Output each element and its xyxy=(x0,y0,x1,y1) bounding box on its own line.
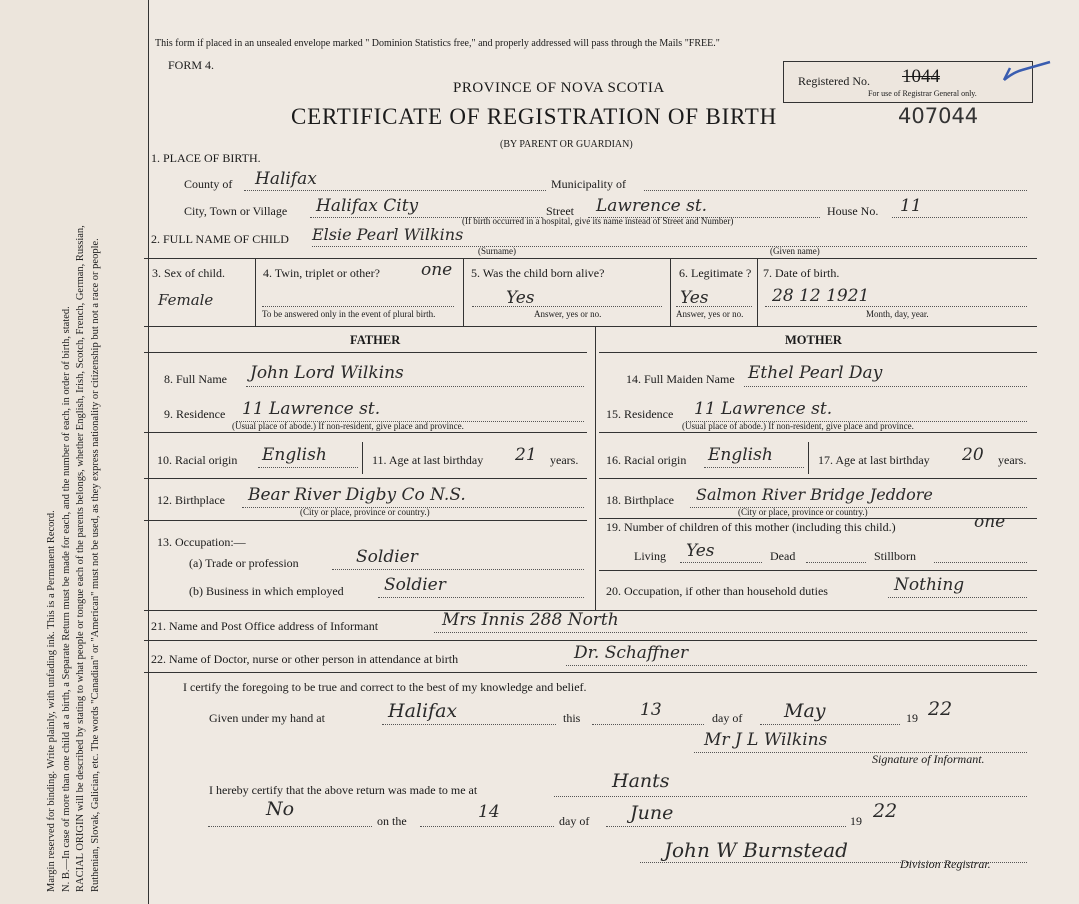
mother-birthplace-note: (City or place, province or country.) xyxy=(738,507,868,517)
father-rule-3 xyxy=(144,520,587,521)
parents-center-divider xyxy=(595,326,596,610)
row3-divider-4 xyxy=(757,258,758,326)
mother-race-value: English xyxy=(708,445,773,465)
legitimate-note: Answer, yes or no. xyxy=(676,309,744,319)
binding-margin xyxy=(0,0,149,904)
certify-day-line xyxy=(592,724,704,725)
birth-date-value: 28 12 1921 xyxy=(772,286,870,306)
registrar-place-line xyxy=(554,796,1027,797)
doctor-rule xyxy=(144,672,1037,673)
registrar-on-the: on the xyxy=(377,814,407,828)
doctor-label: 22. Name of Doctor, nurse or other person in attendance at birth xyxy=(151,652,459,666)
alive-line xyxy=(472,306,662,307)
sex-label: 3. Sex of child. xyxy=(152,266,225,280)
this-label: this xyxy=(563,711,581,725)
row3-divider-1 xyxy=(255,258,256,326)
father-age-label: 11. Age at last birthday xyxy=(372,453,484,467)
row3-bottom-rule xyxy=(144,326,1037,327)
certify-year-value: 22 xyxy=(928,698,953,720)
father-occupation-label: 13. Occupation:— xyxy=(157,535,246,549)
certify-year-prefix: 19 xyxy=(906,711,918,725)
registrar-day-of: day of xyxy=(559,814,590,828)
registrar-statement: I hereby certify that the above return was made to me at xyxy=(209,783,478,797)
municipality-label: Municipality of xyxy=(551,177,626,191)
mother-occupation-line xyxy=(888,597,1027,598)
children-label: 19. Number of children of this mother (including this child.) xyxy=(606,520,896,534)
mother-rule-1 xyxy=(599,432,1037,433)
father-race-value: English xyxy=(262,445,327,465)
dead-label: Dead xyxy=(770,549,796,563)
place-heading: 1. PLACE OF BIRTH. xyxy=(151,151,261,165)
informant-signature-label: Signature of Informant. xyxy=(872,752,985,766)
business-label: (b) Business in which employed xyxy=(189,584,344,598)
certify-month-line xyxy=(760,724,900,725)
county-line xyxy=(244,190,546,191)
house-label: House No. xyxy=(827,204,879,218)
given-name-note: (Given name) xyxy=(770,246,820,256)
form-number: FORM 4. xyxy=(168,58,215,72)
mother-race-line xyxy=(704,467,804,468)
mother-race-divider xyxy=(808,442,809,474)
registered-label: Registered No. xyxy=(798,74,870,88)
mother-rule-3 xyxy=(599,518,1037,519)
mother-name-line xyxy=(744,386,1027,387)
child-name-label: 2. FULL NAME OF CHILD xyxy=(151,232,289,246)
twin-note: To be answered only in the event of plural birth. xyxy=(262,309,436,319)
father-rule-1 xyxy=(144,432,587,433)
living-label: Living xyxy=(634,549,666,563)
mother-rule-4 xyxy=(599,570,1037,571)
mail-notice: This form if placed in an unsealed envelope marked " Dominion Statistics free," and properly addressed will pass through the Mails "FREE." xyxy=(155,38,720,49)
trade-label: (a) Trade or profession xyxy=(189,556,299,570)
mother-age-value: 20 xyxy=(962,445,984,465)
father-heading-rule xyxy=(144,352,587,353)
alive-note: Answer, yes or no. xyxy=(534,309,602,319)
mother-heading-rule xyxy=(599,352,1037,353)
mother-age-label: 17. Age at last birthday xyxy=(818,453,930,467)
registrar-mark: No xyxy=(266,798,295,820)
birth-date-line xyxy=(765,306,1027,307)
street-value: Lawrence st. xyxy=(596,196,708,216)
registrar-note: For use of Registrar General only. xyxy=(868,89,977,98)
father-age-years: years. xyxy=(550,453,579,467)
dead-line xyxy=(806,562,866,563)
mother-age-years: years. xyxy=(998,453,1027,467)
row3-divider-2 xyxy=(463,258,464,326)
mother-name-value: Ethel Pearl Day xyxy=(748,363,883,383)
mother-birthplace-value: Salmon River Bridge Jeddore xyxy=(696,485,933,504)
surname-note: (Surname) xyxy=(478,246,516,256)
house-line xyxy=(892,217,1027,218)
street-label: Street xyxy=(546,204,574,218)
certificate-title: CERTIFICATE OF REGISTRATION OF BIRTH xyxy=(291,104,778,129)
child-name-value: Elsie Pearl Wilkins xyxy=(312,225,464,244)
registrar-day-line xyxy=(420,826,554,827)
father-name-label: 8. Full Name xyxy=(164,372,227,386)
row3-top-rule xyxy=(144,258,1037,259)
municipality-line xyxy=(644,190,1027,191)
mother-birthplace-label: 18. Birthplace xyxy=(606,493,674,507)
father-residence-label: 9. Residence xyxy=(164,407,226,421)
registrar-signature: John W Burnstead xyxy=(664,838,848,862)
informant-label: 21. Name and Post Office address of Informant xyxy=(151,619,379,633)
margin-note-1: Margin reserved for binding. Write plainly, with unfading ink. This is a Permanent Record. xyxy=(46,510,57,892)
mother-occupation-value: Nothing xyxy=(894,575,965,595)
registrar-year-value: 22 xyxy=(873,800,898,822)
twin-line xyxy=(262,306,454,307)
informant-line xyxy=(434,632,1027,633)
registered-number: 1044 xyxy=(902,66,940,87)
province-heading: PROVINCE OF NOVA SCOTIA xyxy=(453,80,665,96)
house-value: 11 xyxy=(900,196,922,216)
margin-note-3: RACIAL ORIGIN will be described by stating to what people or tongue each of the parents belongs, whether English, Irish, Scotch, French, German, Russian, xyxy=(75,225,86,892)
check-mark-icon xyxy=(1000,58,1060,88)
mother-residence-label: 15. Residence xyxy=(606,407,674,421)
margin-note-4: Ruthenian, Slovak, Galician, etc. The words "Canadian" or "American" must not be used, as they express nationality or citizenship but not a race or people. xyxy=(89,238,101,892)
mother-name-label: 14. Full Maiden Name xyxy=(626,372,735,386)
margin-note-2: N. B.—In case of more than one child at a birth, a Separate Return must be made for each, and the number of each, in order of birth, stated. xyxy=(60,306,72,892)
trade-line xyxy=(332,569,584,570)
mother-occupation-label: 20. Occupation, if other than household duties xyxy=(606,584,828,598)
child-name-line xyxy=(312,246,1027,247)
registered-box xyxy=(783,61,1033,103)
certificate-subtitle: (BY PARENT OR GUARDIAN) xyxy=(500,139,633,150)
stillborn-label: Stillborn xyxy=(874,549,917,563)
twin-value: one xyxy=(421,260,453,280)
father-residence-value: 11 Lawrence st. xyxy=(242,399,381,419)
stillborn-line xyxy=(934,562,1027,563)
given-place-line xyxy=(382,724,556,725)
registrar-day-value: 14 xyxy=(478,802,500,822)
birth-date-label: 7. Date of birth. xyxy=(763,266,840,280)
legitimate-line xyxy=(676,306,752,307)
margin-notes xyxy=(45,12,103,892)
row3-divider-3 xyxy=(670,258,671,326)
doctor-line xyxy=(566,665,1027,666)
informant-signature: Mr J L Wilkins xyxy=(704,730,828,750)
father-age-value: 21 xyxy=(515,445,537,465)
registrar-month-line xyxy=(606,826,846,827)
doctor-value: Dr. Schaffner xyxy=(574,643,689,663)
father-race-divider xyxy=(362,442,363,474)
business-line xyxy=(378,597,584,598)
city-label: City, Town or Village xyxy=(184,204,288,218)
living-value: Yes xyxy=(686,541,715,561)
mother-rule-2 xyxy=(599,478,1037,479)
title-number: 407044 xyxy=(898,104,979,128)
father-race-label: 10. Racial origin xyxy=(157,453,238,467)
father-birthplace-value: Bear River Digby Co N.S. xyxy=(248,485,466,505)
father-race-line xyxy=(258,467,358,468)
father-birthplace-label: 12. Birthplace xyxy=(157,493,225,507)
legitimate-value: Yes xyxy=(680,288,709,308)
father-birthplace-note: (City or place, province or country.) xyxy=(300,507,430,517)
registrar-mark-line xyxy=(208,826,372,827)
county-value: Halifax xyxy=(255,169,317,189)
twin-label: 4. Twin, triplet or other? xyxy=(263,266,380,280)
mother-residence-value: 11 Lawrence st. xyxy=(694,399,833,419)
registrar-month-value: June xyxy=(630,802,674,824)
father-rule-2 xyxy=(144,478,587,479)
certify-day-value: 13 xyxy=(640,700,662,720)
birth-date-note: Month, day, year. xyxy=(866,309,929,319)
given-under-label: Given under my hand at xyxy=(209,711,325,725)
business-value: Soldier xyxy=(384,575,446,595)
given-place-value: Halifax xyxy=(388,700,458,722)
mother-race-label: 16. Racial origin xyxy=(606,453,687,467)
mother-heading: MOTHER xyxy=(785,333,842,347)
mother-residence-note: (Usual place of abode.) If non-resident, give place and province. xyxy=(682,421,914,431)
father-residence-note: (Usual place of abode.) If non-resident, give place and province. xyxy=(232,421,464,431)
father-name-line xyxy=(246,386,584,387)
informant-rule xyxy=(144,640,1037,641)
living-line xyxy=(680,562,762,563)
registrar-year-prefix: 19 xyxy=(850,814,862,828)
father-heading: FATHER xyxy=(350,333,401,347)
certify-statement: I certify the foregoing to be true and correct to the best of my knowledge and belief. xyxy=(183,680,587,694)
hospital-note: (If birth occurred in a hospital, give its name instead of Street and Number) xyxy=(462,216,734,226)
alive-label: 5. Was the child born alive? xyxy=(471,266,605,280)
father-name-value: John Lord Wilkins xyxy=(250,363,404,383)
registrar-place-value: Hants xyxy=(612,770,670,792)
registrar-signature-label: Division Registrar. xyxy=(900,857,991,871)
city-value: Halifax City xyxy=(316,196,419,216)
alive-value: Yes xyxy=(506,288,535,308)
legitimate-label: 6. Legitimate ? xyxy=(679,266,752,280)
sex-value: Female xyxy=(158,291,214,309)
children-value: one xyxy=(974,512,1006,532)
certify-day-of: day of xyxy=(712,711,743,725)
certify-month-value: May xyxy=(784,700,826,722)
county-label: County of xyxy=(184,177,233,191)
trade-value: Soldier xyxy=(356,547,418,567)
informant-value: Mrs Innis 288 North xyxy=(442,610,619,630)
